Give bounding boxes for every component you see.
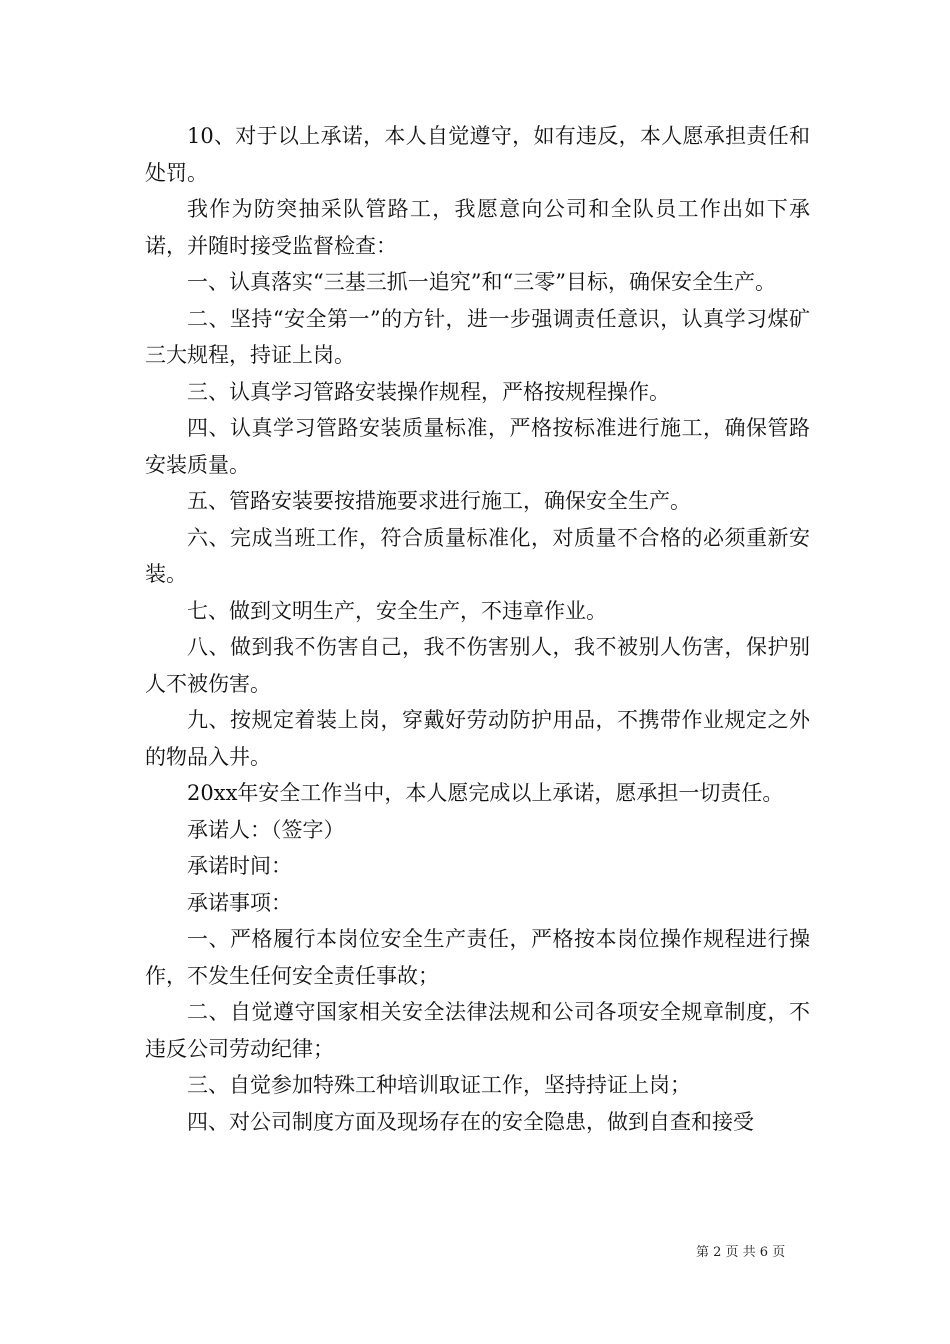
paragraph: 10、对于以上承诺，本人自觉遵守，如有违反，本人愿承担责任和处罚。: [145, 124, 810, 185]
document-body: [145, 118, 810, 1140]
paragraph: 一、严格履行本岗位安全生产责任，严格按本岗位操作规程进行操作，不发生任何安全责任事故；: [145, 927, 810, 988]
commitment-items-heading: 承诺事项：: [187, 890, 292, 915]
page-number-footer: 第 2 页 共 6 页: [696, 1245, 786, 1260]
paragraph: 八、做到我不伤害自己，我不伤害别人，我不被别人伤害，保护别人不被伤害。: [145, 635, 810, 696]
paragraph: 一、认真落实“三基三抓一追究”和“三零”目标，确保安全生产。: [187, 270, 776, 294]
paragraph: 四、对公司制度方面及现场存在的安全隐患，做到自查和接受: [187, 1109, 754, 1134]
commitment-date-line: 承诺时间：: [187, 854, 292, 878]
paragraph: 我作为防突抽采队管路工，我愿意向公司和全队员工作出如下承诺，并随时接受监督检查：: [145, 197, 810, 258]
paragraph: 六、完成当班工作，符合质量标准化，对质量不合格的必须重新安装。: [145, 525, 810, 586]
paragraph: 五、管路安装要按措施要求进行施工，确保安全生产。: [187, 489, 691, 513]
paragraph: 七、做到文明生产，安全生产，不违章作业。: [187, 598, 607, 623]
paragraph: 三、自觉参加特殊工种培训取证工作，坚持持证上岗；: [187, 1073, 691, 1097]
signatory-line: 承诺人：（签字）: [187, 817, 345, 842]
paragraph: 三、认真学习管路安装操作规程，严格按规程操作。: [187, 379, 670, 404]
paragraph: 四、认真学习管路安装质量标准，严格按标准进行施工，确保管路安装质量。: [145, 416, 810, 477]
paragraph: 二、坚持“安全第一”的方针，进一步强调责任意识，认真学习煤矿三大规程，持证上岗。: [145, 306, 810, 367]
paragraph: 二、自觉遵守国家相关安全法律法规和公司各项安全规章制度，不违反公司劳动纪律；: [145, 1000, 810, 1061]
paragraph: 九、按规定着装上岗，穿戴好劳动防护用品，不携带作业规定之外的物品入井。: [145, 708, 810, 769]
paragraph: 20xx年安全工作当中，本人愿完成以上承诺，愿承担一切责任。: [187, 781, 784, 805]
